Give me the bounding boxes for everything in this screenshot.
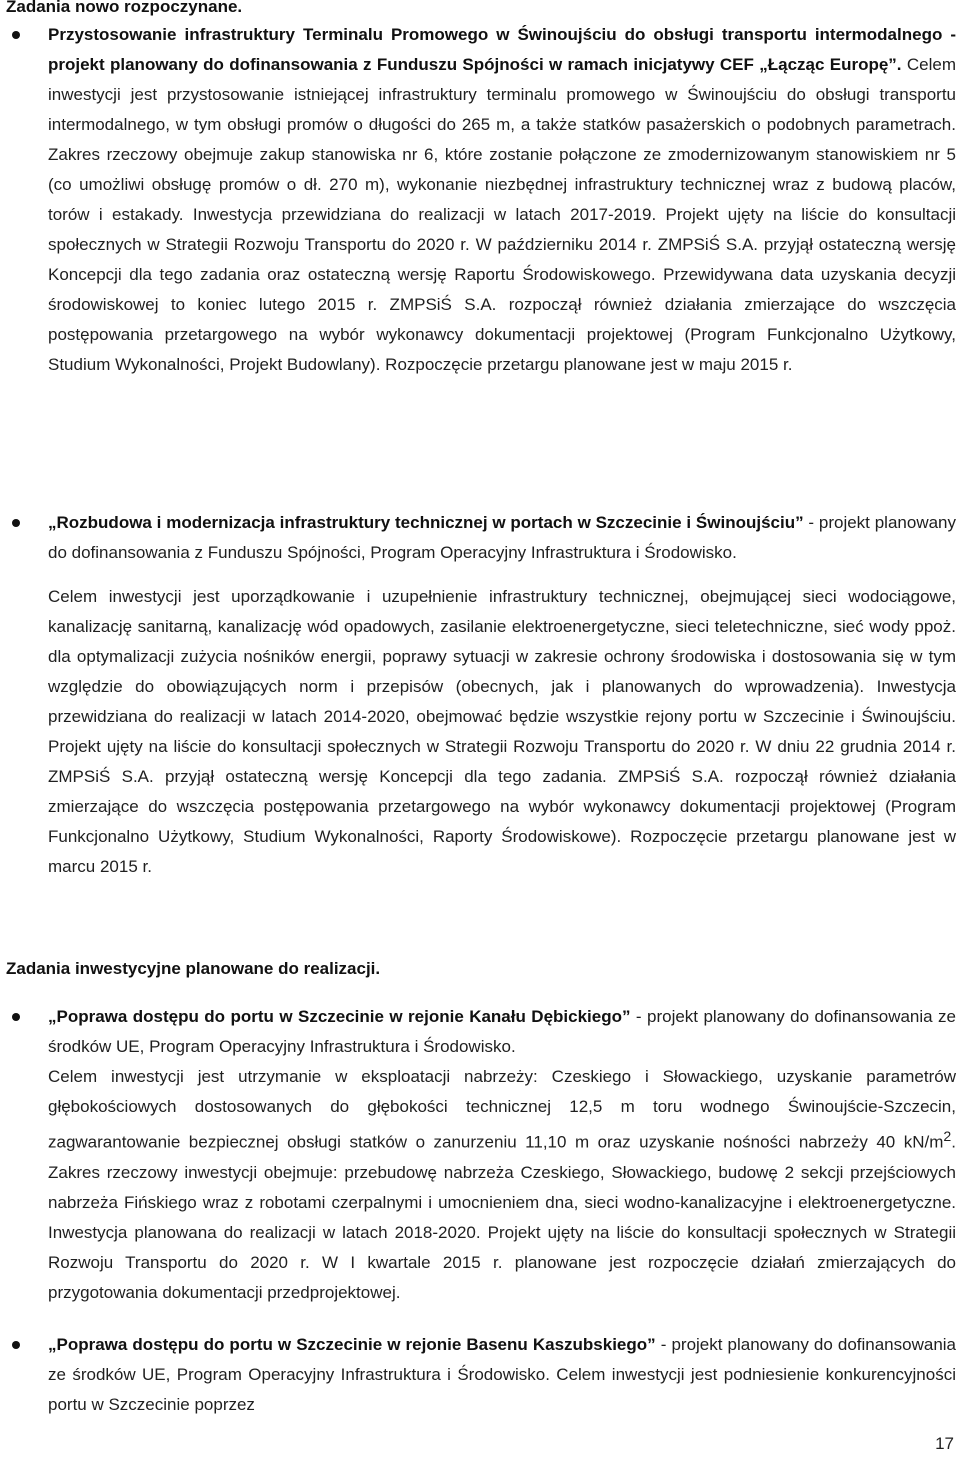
item-body-rest: . Zakres rzeczowy inwestycji obejmuje: przebudowę nabrzeża Czeskiego, Słowackiego, budowę 2 sekcji przejściowych nabrzeża Fińskiego wraz z robotami czerpalnymi i umocnieniem dna, sieci wodno-kanalizacyjne i elektroenergetyczne. Inwestycja planowana do realizacji w latach 2018-2020. Projekt ujęty na liście do konsultacji społecznych w Strategii Rozwoju Transportu do 2020 r. W I kwartale 2015 r. planowane jest rozpoczęcie działań zmierzających do przygotowania dokumentacji przedprojektowej. [48, 1132, 956, 1302]
section-heading-planned: Zadania inwestycyjne planowane do realizacji. [6, 959, 381, 978]
item-title: „Rozbudowa i modernizacja infrastruktury technicznej w portach w Szczecinie i Świnoujściu” [48, 513, 804, 532]
item-title-rest: - projekt planowany do dofinansowania z Funduszu Spójności, Program Operacyjny Infrastruktura i Środowisko. [48, 513, 956, 562]
item-body: - projekt planowany do dofinansowania ze środków UE, Program Operacyjny Infrastruktura i Środowisko. Celem inwestycji jest podniesienie konkurencyjności portu w Szczecinie poprzez [48, 1335, 957, 1414]
item-text [48, 20, 956, 380]
item-text [48, 508, 956, 882]
item-title: „Poprawa dostępu do portu w Szczecinie w rejonie Kanału Dębickiego” [48, 1007, 631, 1026]
item-body: Celem inwestycji jest utrzymanie w eksploatacji nabrzeży: Czeskiego i Słowackiego, uzyskanie parametrów głębokościowych dostosowanych do głębokości technicznej 12,5 m toru wodnego Świnoujście-Szczecin, zagwarantowanie bezpiecznej obsługi statków o zanurzeniu 11,10 m oraz uzyskanie nośności nabrzeży 40 kN/m [48, 1067, 956, 1152]
bullet-icon [12, 31, 20, 39]
bullet-icon [12, 1013, 20, 1021]
item-body: Celem inwestycji jest przystosowanie istniejącej infrastruktury terminalu promowego w Świnoujściu do obsługi transportu intermodalnego, w tym obsługi promów o długości do 265 m, a także statków pasażerskich o podobnych parametrach. Zakres rzeczowy obejmuje zakup stanowiska nr 6, które zostanie połączone ze zmodernizowanym stanowiskiem nr 5 (co umożliwi obsługę promów o dł. 270 m), wykonanie niezbędnej infrastruktury technicznej wraz z budową placów, torów i estakady. Inwestycja przewidziana do realizacji w latach 2017-2019. Projekt ujęty na liście do konsultacji społecznych w Strategii Rozwoju Transportu do 2020 r. W październiku 2014 r. ZMPSiŚ S.A. przyjął ostateczną wersję Koncepcji dla tego zadania oraz ostateczną wersję Raportu Środowiskowego. Przewidywana data uzyskania decyzji środowiskowej to koniec lutego 2015 r. ZMPSiŚ S.A. rozpoczął również działania zmierzające do wszczęcia postępowania przetargowego na wybór wykonawcy dokumentacji projektowej (Program Funkcjonalno Użytkowy, Studium Wykonalności, Projekt Budowlany). Rozpoczęcie przetargu planowane jest w maju 2015 r. [48, 55, 956, 374]
item-text [48, 1002, 956, 1308]
item-text [48, 1330, 956, 1420]
item-title-rest: - projekt planowany do dofinansowania ze środków UE, Program Operacyjny Infrastruktura i Środowisko. [48, 1007, 956, 1056]
item-title: „Poprawa dostępu do portu w Szczecinie w rejonie Basenu Kaszubskiego” [48, 1335, 656, 1354]
page-number: 17 [935, 1434, 954, 1453]
bullet-icon [12, 1341, 20, 1349]
section-heading-started: Zadania nowo rozpoczynane. [6, 0, 243, 16]
item-body: Celem inwestycji jest uporządkowanie i uzupełnienie infrastruktury technicznej, obejmującej sieci wodociągowe, kanalizację sanitarną, kanalizację wód opadowych, zasilanie elektroenergetyczne, sieci teletechniczne, sieć wody ppoż. dla optymalizacji zużycia nośników energii, poprawy sytuacji w zakresie ochrony środowiska i dostosowania się w tym względzie do obowiązujących norm i przepisów (obecnych, jak i planowanych do wprowadzenia). Inwestycja przewidziana do realizacji w latach 2014-2020, obejmować będzie wszystkie rejony portu w Szczecinie i Świnoujściu. Projekt ujęty na liście do konsultacji społecznych w Strategii Rozwoju Transportu do 2020 r. W dniu 22 grudnia 2014 r. ZMPSiŚ S.A. przyjął ostateczną wersję Koncepcji dla tego zadania. ZMPSiŚ S.A. rozpoczął również działania zmierzające do wszczęcia postępowania przetargowego na wybór wykonawcy dokumentacji projektowej (Program Funkcjonalno Użytkowy, Studium Wykonalności, Raporty Środowiskowe). Rozpoczęcie przetargu planowane jest w marcu 2015 r. [48, 587, 956, 876]
superscript: 2 [943, 1129, 952, 1145]
item-title: Przystosowanie infrastruktury Terminalu Promowego w Świnoujściu do obsługi transportu intermodalnego - projekt planowany do dofinansowania z Funduszu Spójności w ramach inicjatywy CEF „Łącząc Europę”. [48, 25, 956, 74]
bullet-icon [12, 519, 20, 527]
